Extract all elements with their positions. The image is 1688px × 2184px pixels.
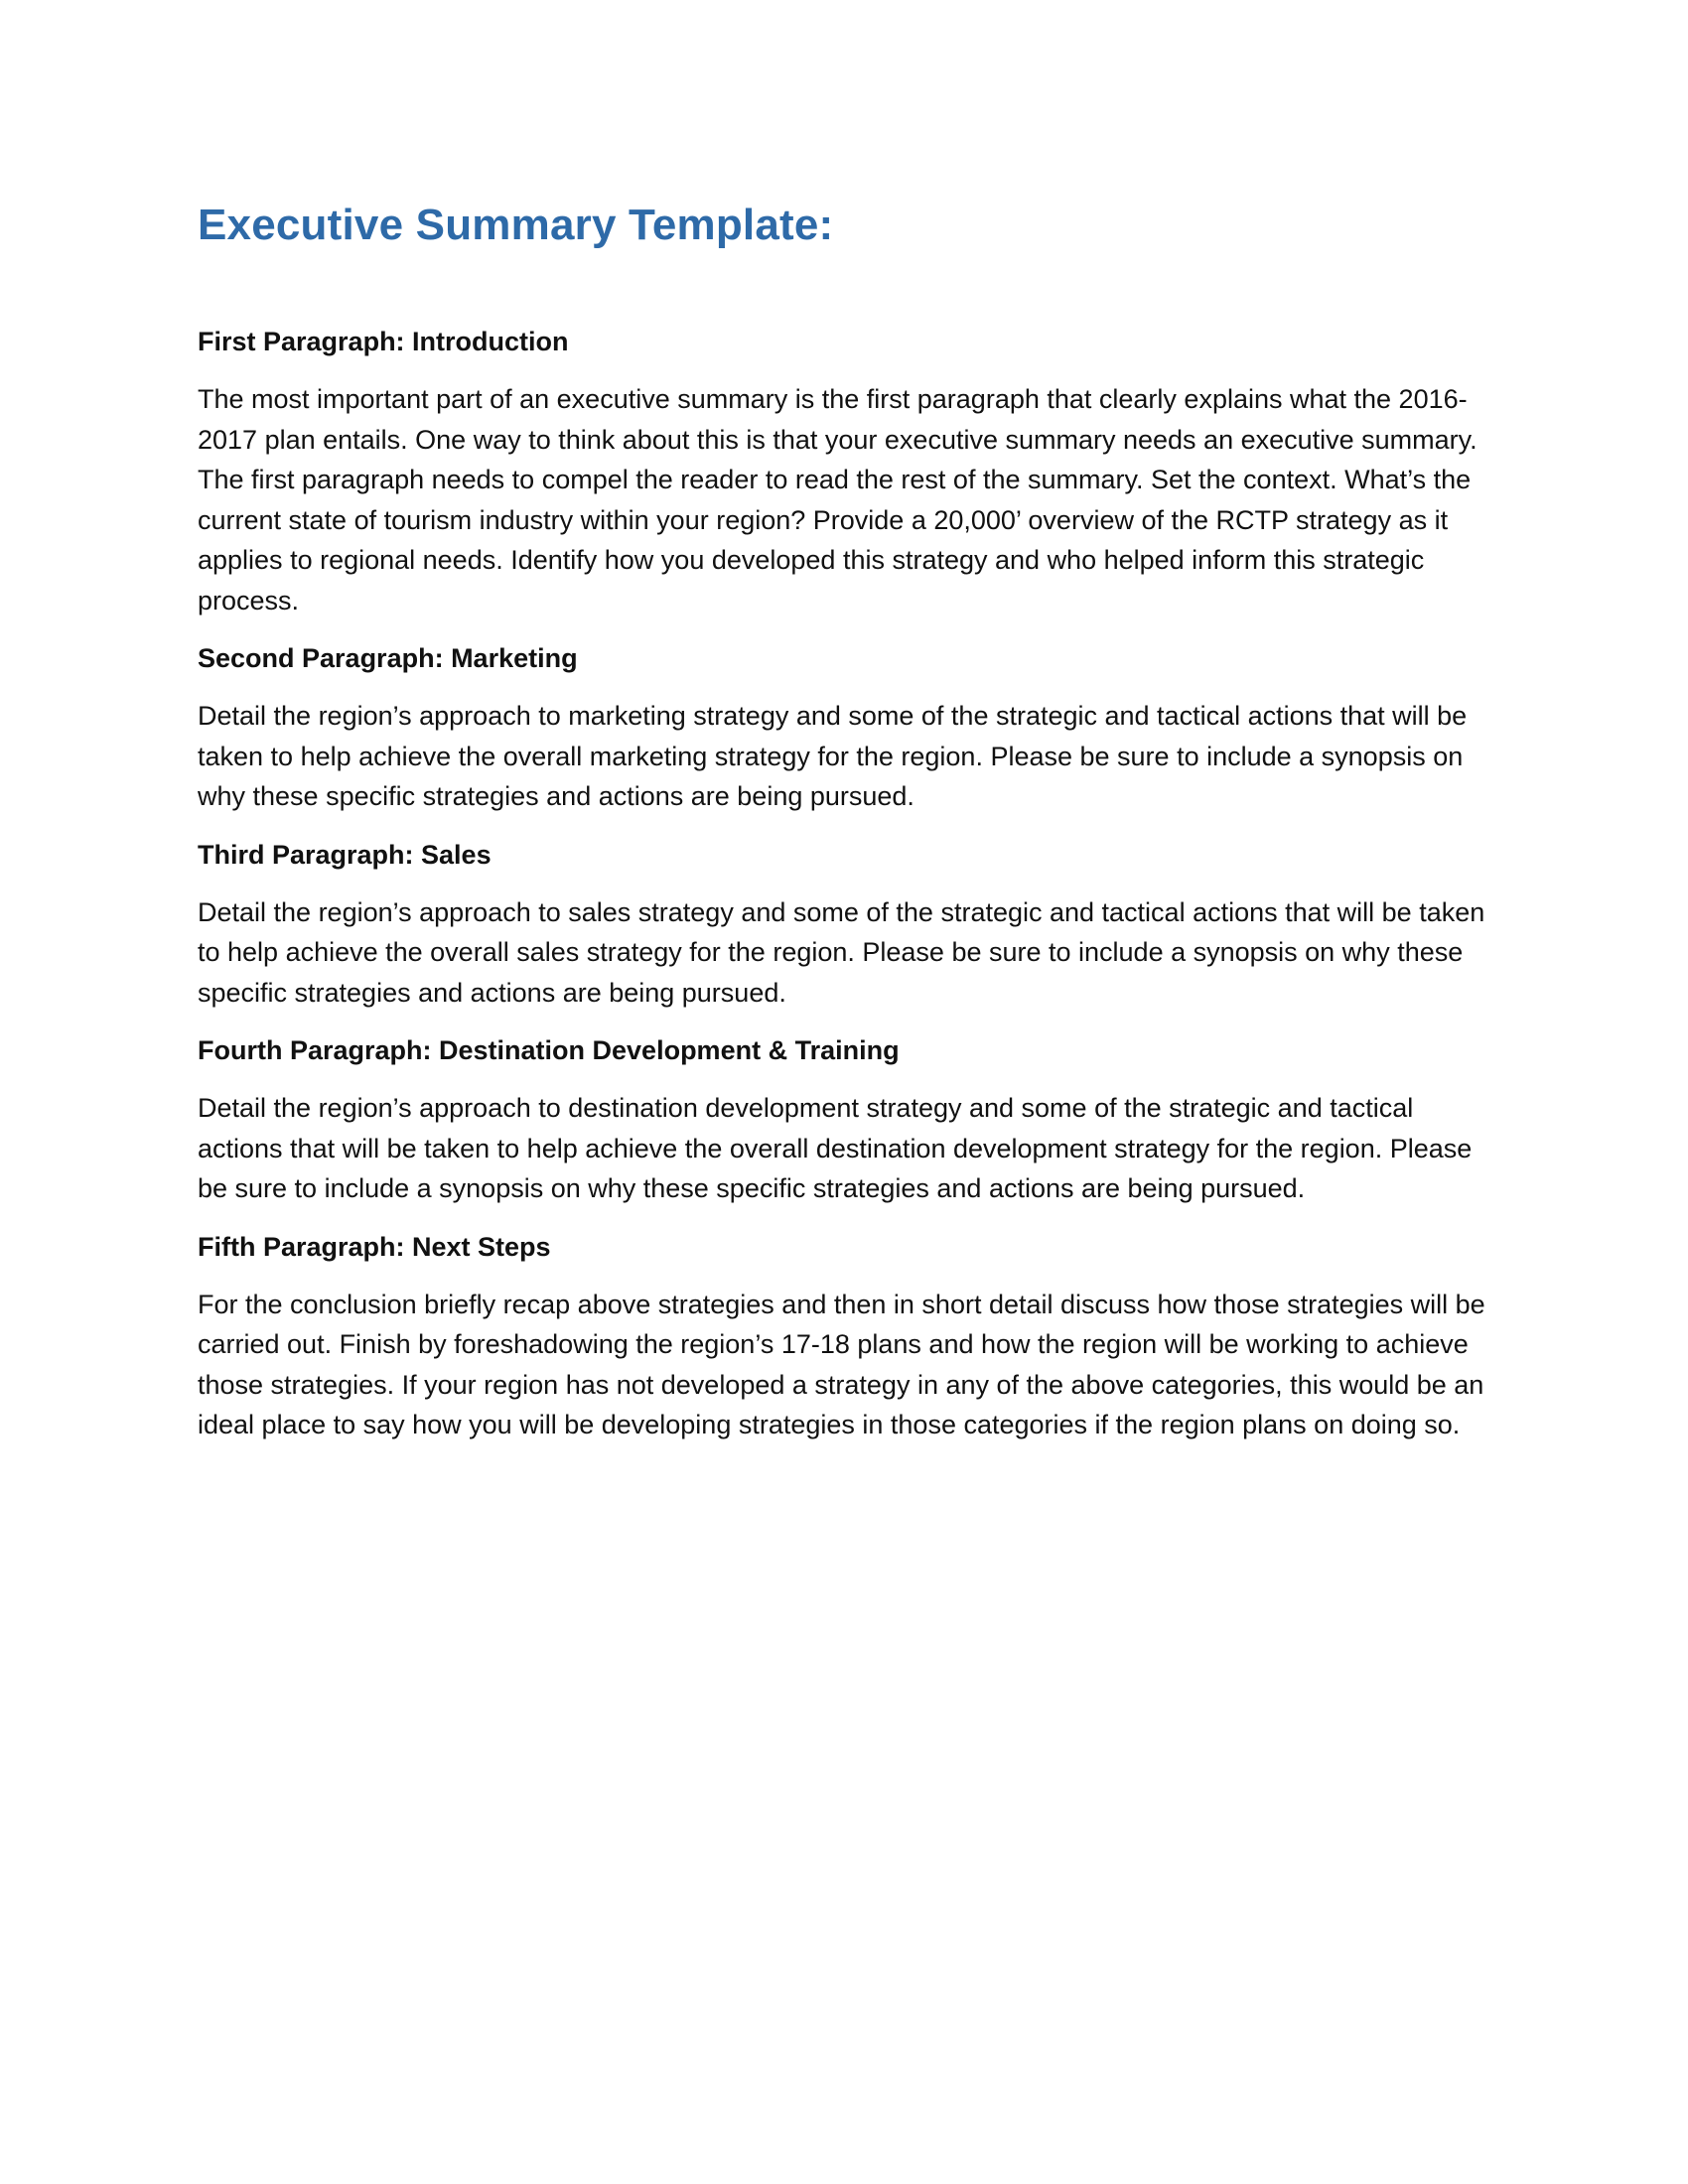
section-body: Detail the region’s approach to sales strategy and some of the strategic and tactical actions that will be taken to help achieve the overall sales strategy for the region. Please be sure to include a synopsis on why these specific strategies and actions are being pursued. xyxy=(198,896,1485,1008)
section-body: For the conclusion briefly recap above strategies and then in short detail discuss how those strategies will be carried out. Finish by foreshadowing the region’s 17-18 plans and how the region will be working to achieve those strategies. If your region has not developed a strategy in any of the above categories, this would be an ideal place to say how you will be developing strategies in those categories if the region plans on doing so. xyxy=(198,1289,1485,1439)
section-heading: Third Paragraph: Sales xyxy=(198,839,492,870)
section-introduction xyxy=(198,322,1498,620)
section-body: Detail the region’s approach to marketing strategy and some of the strategic and tactical actions that will be taken to help achieve the overall marketing strategy for the region. Please be sure to include a synopsis on why these specific strategies and actions are being pursued. xyxy=(198,701,1468,811)
section-marketing xyxy=(198,638,1498,817)
document-title: Executive Summary Template: xyxy=(198,201,834,249)
section-heading: Fourth Paragraph: Destination Development & Training xyxy=(198,1035,900,1065)
section-heading: First Paragraph: Introduction xyxy=(198,327,569,356)
section-destination-development xyxy=(198,1030,1498,1209)
section-next-steps xyxy=(198,1227,1498,1445)
section-body: The most important part of an executive summary is the first paragraph that clearly explains what the 2016-2017 plan entails. One way to think about this is that your executive summary needs an executive summary. The first paragraph needs to compel the reader to read the rest of the summary. Set the context. What’s the current state of tourism industry within your region? Provide a 20,000’ overview of the RCTP strategy as it applies to regional needs. Identify how you developed this strategy and who helped inform this strategic process. xyxy=(198,384,1477,615)
section-heading: Second Paragraph: Marketing xyxy=(198,643,578,673)
section-heading: Fifth Paragraph: Next Steps xyxy=(198,1231,551,1262)
section-sales xyxy=(198,835,1498,1014)
section-body: Detail the region’s approach to destination development strategy and some of the strategic and tactical actions that will be taken to help achieve the overall destination development strategy for the region. Please be sure to include a synopsis on why these specific strategies and actions are being pursued. xyxy=(198,1093,1473,1203)
document-content xyxy=(198,194,1498,1463)
